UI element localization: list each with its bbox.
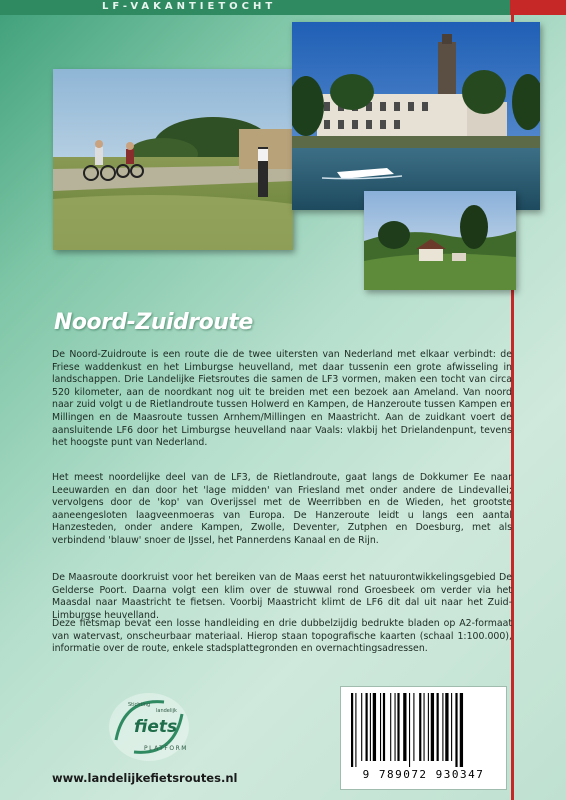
barcode-bar: [403, 693, 406, 761]
svg-text:landelijk: landelijk: [156, 708, 177, 714]
series-banner: [0, 0, 510, 15]
barcode-bar: [419, 693, 421, 761]
photo-river-town: [292, 22, 540, 210]
barcode-bar: [395, 693, 396, 761]
barcode-bar: [361, 693, 362, 761]
barcode-bar: [424, 693, 425, 761]
paragraph-intro: De Noord-Zuidroute is een route die de twee uitersten van Nederland met elkaar verbindt: de Friese waddenkust en het Limburgse heuvelland, met daar tussenin een grote afwisseling in landschappen. Drie Landelijke Fietsroutes die samen de LF3 vormen, maken een tocht van circa 520 kilometer, aan de noordkant nog uit te breiden met een bezoek aan Ameland. Van noord naar zuid volgt u de Rietlandroute tussen Holwerd en Kampen, de Hanzeroute tussen Kampen en Millingen en de Maasroute tussen Arnhem/Millingen en Maastricht. Aan de zuidkant voert de aansluitende LF6 door het Limburgse heuvelland naar Vaals: vlakbij het Drielandenpunt, tevens het hoogste punt van Nederland.: [52, 349, 512, 449]
red-corner-block: [510, 0, 566, 15]
barcode-bar: [355, 693, 356, 767]
barcode-bar: [373, 693, 376, 761]
barcode-bar: [413, 693, 414, 761]
barcode-bar: [451, 693, 452, 761]
barcode-bar: [437, 693, 439, 761]
paragraph-contents: Deze fietsmap bevat een losse handleiding en drie dubbelzijdig bedrukte bladen op A2-formaat van watervast, onscheurbaar materiaal. Hierop staan topografische kaarten (schaal 1:100.000), informatie over de route, enkele stadsplattegronden en overnachtingsadressen.: [52, 618, 512, 655]
barcode-bar: [383, 693, 385, 761]
photo-cyclists: [53, 69, 293, 250]
svg-text:PLATFORM: PLATFORM: [144, 745, 188, 752]
svg-text:Stichting: Stichting: [128, 702, 151, 708]
barcode-bar: [455, 693, 457, 767]
isbn-barcode: [340, 686, 507, 790]
route-title: Noord-Zuidroute: [54, 310, 253, 335]
barcode-bar: [431, 693, 434, 761]
paragraph-rietland-hanze: Het meest noordelijke deel van de LF3, de Rietlandroute, gaat langs de Dokkumer Ee naar Leeuwarden en dan door het 'lage midden' van Friesland met onder andere de Lindevallei; vervolgens door de 'kop' van Overijssel met de Weerribben en de Wieden, het grootste aaneengesloten laagveenmoeras van Europa. De Hanzeroute leidt u langs een aantal Hanzesteden, onder andere Kampen, Zwolle, Deventer, Zutphen en Doesburg, met als verbindend 'blauw' snoer de IJssel, het Pannerdens Kanaal en de Rijn.: [52, 472, 512, 546]
paragraph-maasroute: De Maasroute doorkruist voor het bereiken van de Maas eerst het natuurontwikkelingsgebied De Gelderse Poort. Daarna volgt een klim over de stuwwal rond Groesbeek om verder via het Maasdal naar Maastricht te fietsen. Voorbij Maastricht klimt de LF6 dit dal uit naar het Zuid-Limburgse heuvelland.: [52, 572, 512, 621]
barcode-bar: [409, 693, 410, 767]
barcode-bars: [349, 693, 498, 767]
barcode-bar: [397, 693, 399, 761]
photo-hill-village: [364, 191, 516, 290]
barcode-bar: [366, 693, 368, 761]
website-url: www.landelijkefietsroutes.nl: [52, 771, 238, 785]
isbn-number: 9 789072 930347: [362, 768, 485, 781]
barcode-bar: [380, 693, 381, 761]
barcode-bar: [442, 693, 443, 761]
barcode-bar: [390, 693, 391, 761]
barcode-bar: [370, 693, 371, 761]
svg-text:fiets: fiets: [134, 717, 178, 737]
barcode-bar: [428, 693, 429, 761]
barcode-bar: [351, 693, 353, 767]
barcode-bar: [460, 693, 463, 767]
fietsplatform-logo: [104, 690, 194, 764]
series-label: LF-VAKANTIETOCHT: [102, 1, 277, 12]
barcode-bar: [445, 693, 448, 761]
